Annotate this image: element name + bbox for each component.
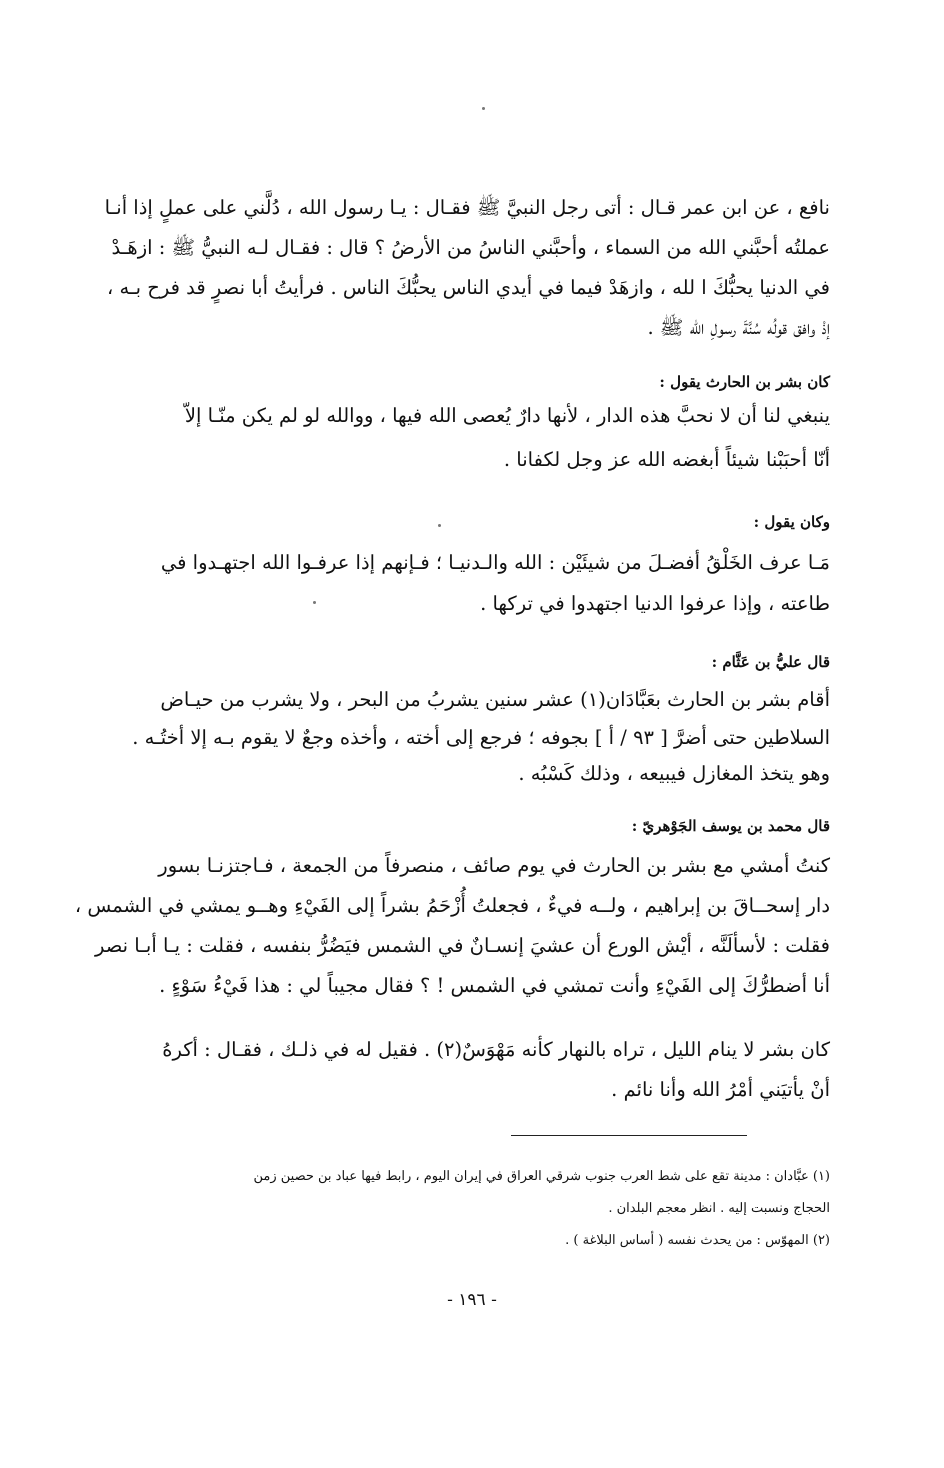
footnote-line: الحجاج ونسبت إليه . انظر معجم البلدان .	[608, 1201, 830, 1216]
text-line: فقلت : لأسألَنَّه ، أيْش الورع أن عشيَ إنسـانٌ في الشمس فيَضُرُّ بنفسه ، فقلت : يـا أبـا نصر	[94, 934, 830, 957]
text-line: وهو يتخذ المغازل فيبيعه ، وذلك كَسْبُه .	[518, 762, 830, 785]
text-line: أنْ يأتيَني أمْرُ الله وأنا نائم .	[611, 1078, 830, 1101]
page-number: - ١٩٦ -	[447, 1290, 497, 1310]
text-line: طاعته ، وإذا عرفوا الدنيا اجتهدوا في تركها .	[480, 592, 830, 615]
text-line: ينبغي لنا أن لا نحبَّ هذه الدار ، لأنها دارٌ يُعصى الله فيها ، ووالله لو لم يكن منّـا إلاّ	[184, 404, 830, 427]
text-line: إذْ وافق قولُه سُنَّةَ رسولِ الله ﷺ .	[647, 316, 830, 339]
text-line: أنّا أحبَبْنا شيئاً أبغضه الله عز وجل لكفانا .	[503, 448, 830, 471]
text-line: كنتُ أمشي مع بشر بن الحارث في يوم صائف ، منصرفاً من الجمعة ، فـاجتزنـا بسور	[158, 854, 830, 877]
text-line: في الدنيا يحبُّكَ ا لله ، وازهَدْ فيما في أيدي الناس يحبُّكَ الناس . فرأيتُ أبا نصرٍ قد فرح بـه ،	[107, 276, 830, 299]
section-heading: وكان يقول :	[753, 513, 830, 531]
text-line: دار إسحــاقَ بن إبراهيم ، ولــه فيءٌ ، فجعلتُ أُزْحَمُ بشراً إلى الفَيْءِ وهــو يمشي في الشمس ،	[74, 894, 830, 917]
text-line: السلاطين حتى أضرَّ [ ٩٣ / أ ] بجوفه ؛ فرجع إلى أخته ، وأخذه وجعٌ لا يقوم بـه إلا أختُـه .	[132, 726, 830, 749]
text-line: عملتُه أحبَّني الله من السماء ، وأحبَّني الناسُ من الأرضُ ؟ قال : فقـال لـه النبيُّ ﷺ : ازهَـدْ	[111, 236, 830, 259]
scan-speck	[482, 107, 485, 110]
section-heading: قال محمد بن يوسف الجَوْهريّ :	[631, 817, 830, 835]
footnote-separator	[511, 1135, 747, 1136]
footnote-line: (٢) المهوّس : من يحدث نفسه ( أساس البلاغة ) .	[565, 1233, 830, 1248]
section-heading: قال عليُّ بن عَثَّام :	[711, 653, 830, 671]
text-line: نافع ، عن ابن عمر قـال : أتى رجل النبيَّ ﷺ فقـال : يـا رسول الله ، دُلَّني على عملٍ إذا أنـا	[104, 196, 830, 219]
section-heading: كان بشر بن الحارث يقول :	[659, 373, 830, 391]
scan-speck	[313, 601, 316, 604]
text-line: أنا أضطرُّكَ إلى الفَيْءِ وأنت تمشي في الشمس ! ؟ فقال مجيباً لي : هذا فَيْءُ سَوْءٍ .	[159, 974, 830, 997]
text-line: أقام بشر بن الحارث بعَبَّادَان(١) عشر سنين يشربُ من البحر ، ولا يشرب من حيـاض	[160, 688, 830, 711]
text-line: مَـا عرف الخَلْقُ أفضـلَ من شيئَيْن : الله والـدنيـا ؛ فـإنهم إذا عرفـوا الله اجتهـدوا في	[160, 551, 830, 574]
text-line: كان بشر لا ينام الليل ، تراه بالنهار كأنه مَهْوَسٌ(٢) . فقيل له في ذلـك ، فقـال : أكرهُ	[162, 1038, 830, 1061]
scan-speck	[438, 524, 441, 527]
footnote-line: (١) عبَّادان : مدينة تقع على شط العرب جنوب شرقي العراق في إيران اليوم ، رابط فيها عباد بن حصين زمن	[253, 1169, 830, 1184]
